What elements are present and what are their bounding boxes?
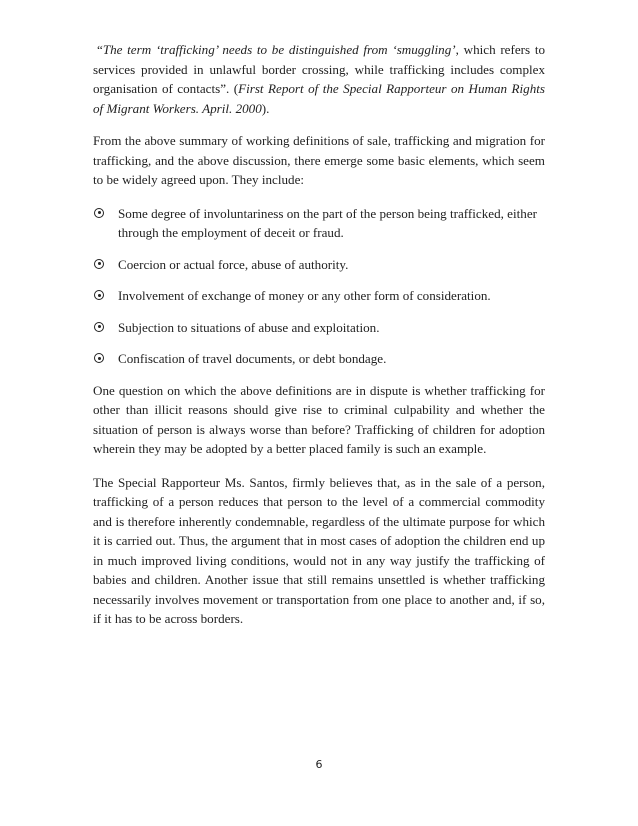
- list-item: [93, 318, 545, 338]
- quote-paragraph: [93, 40, 545, 118]
- list-item-text: Confiscation of travel documents, or debt bondage.: [118, 351, 387, 366]
- quote-citation: First Report of the Special Rapporteur on Human Rights of Migrant Workers. April. 2000: [93, 81, 545, 116]
- quote-open-mark: “: [97, 42, 103, 57]
- quote-body-text: , which refers to services provided in unlawful border crossing, while trafficking includes complex organisation of contacts”. (: [93, 42, 546, 96]
- circled-dot-bullet-icon: [94, 208, 104, 218]
- quote-close: ).: [261, 100, 270, 116]
- list-item: [93, 204, 545, 243]
- circled-dot-bullet-icon: [94, 353, 104, 363]
- list-item: [93, 349, 545, 369]
- rapporteur-paragraph: The Special Rapporteur Ms. Santos, firmly believes that, as in the sale of a person, trafficking of a person reduces that person to the level of a commercial commodity and is therefore inherently condemnable, regardless of the ultimate purpose for which it is carried out. Thus, the argument that in most cases of adoption the children end up in much improved living conditions, would not in any way justify the trafficking of babies and children. Another issue that still remains unsettled is whether trafficking necessarily involves movement or transportation from one place to another and, if so, if it has to be across borders.: [93, 474, 545, 626]
- list-item: [93, 286, 545, 306]
- list-item-text: Coercion or actual force, abuse of authority.: [118, 256, 349, 272]
- quote-italic-text: The term ‘trafficking’ needs to be distinguished from ‘smuggling’: [102, 42, 456, 57]
- list-item-text: Subjection to situations of abuse and exploitation.: [118, 319, 380, 335]
- elements-list: [93, 204, 545, 369]
- list-item-text: Some degree of involuntariness on the part of the person being trafficked, either through the employment of deceit or fraud.: [118, 205, 537, 240]
- circled-dot-bullet-icon: [94, 322, 104, 332]
- intro-paragraph: From the above summary of working definitions of sale, trafficking and migration for trafficking, and the above discussion, there emerge some basic elements, which seem to be widely agreed upon. They include:: [93, 133, 545, 187]
- circled-dot-bullet-icon: [94, 259, 104, 269]
- question-paragraph: One question on which the above definitions are in dispute is whether trafficking for other than illicit reasons should give rise to criminal culpability and whether the situation of person is always worse than before? Trafficking of children for adoption wherein they may be adopted by a better placed family is such an example.: [93, 382, 545, 456]
- list-item: [93, 255, 545, 275]
- list-item-text: Involvement of exchange of money or any other form of consideration.: [118, 288, 491, 303]
- circled-dot-bullet-icon: [94, 290, 104, 300]
- document-page: [93, 40, 545, 643]
- page-number: 6: [315, 758, 323, 771]
